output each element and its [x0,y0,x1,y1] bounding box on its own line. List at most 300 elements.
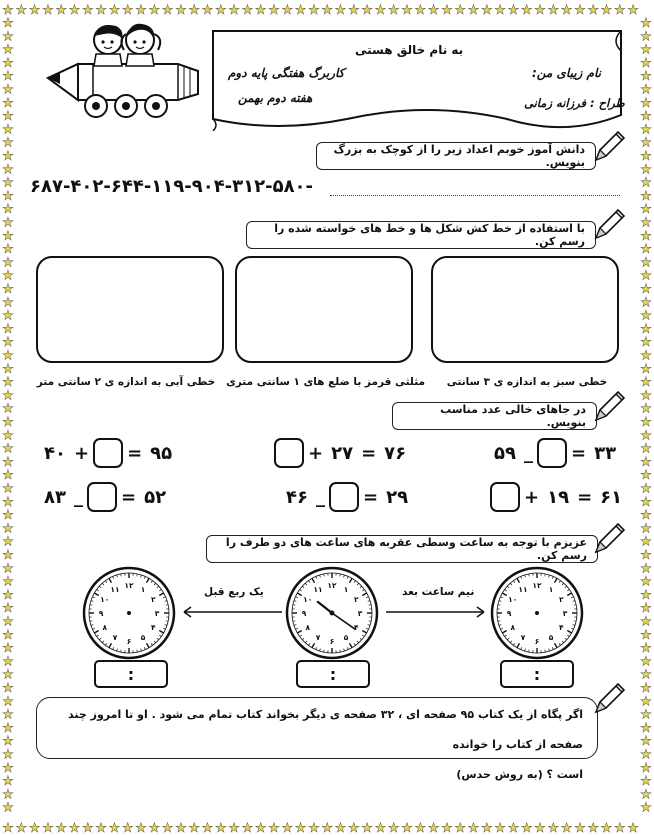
drawing-box-green-line[interactable] [431,256,619,363]
svg-text:★: ★ [2,468,14,484]
svg-text:★: ★ [321,3,334,18]
eq-op: + [524,486,540,508]
svg-text:★: ★ [640,415,652,430]
svg-text:★: ★ [2,188,14,204]
svg-text:★: ★ [467,821,480,835]
svg-text:★: ★ [640,454,652,470]
svg-text:۳: ۳ [562,609,568,618]
svg-text:★: ★ [175,3,187,18]
q4-instruction-text: عزیزم با توجه به ساعت وسطی عقربه های ساعت های دو طرف را رسم کن. [225,536,587,562]
eq-op: + [73,442,90,464]
svg-text:★: ★ [640,361,652,377]
svg-text:★: ★ [640,441,652,457]
svg-text:۱۲: ۱۲ [327,581,337,590]
svg-text:★: ★ [2,667,14,683]
caption-blue-line: خطی آبی به اندازه ی ۲ سانتی متر [36,376,216,388]
svg-text:★: ★ [2,441,14,457]
eq-mid: ۱۹ [547,486,570,508]
svg-text:★: ★ [2,162,14,178]
svg-text:★: ★ [2,388,14,404]
svg-text:★: ★ [294,821,307,835]
eq-left: ۸۳ [44,486,66,508]
q5-line2: است ؟ (به روش حدس) [456,768,583,781]
svg-text:★: ★ [254,821,267,835]
svg-text:★: ★ [108,821,121,835]
svg-text:★: ★ [401,3,413,18]
svg-text:۶: ۶ [329,637,335,646]
svg-text:★: ★ [600,3,613,18]
svg-text:★: ★ [347,3,360,18]
q5-line1: اگر پگاه از یک کتاب ۹۵ صفحه ای ، ۳۲ صفحه ی دیگر بخواند کتاب تمام می شود . او تا امروز چند صفحه از کتاب را خوانده [68,708,583,751]
eq-left: ۴۶ [286,486,308,508]
svg-text:★: ★ [2,800,14,816]
svg-text:★: ★ [15,3,28,18]
svg-text:★: ★ [640,654,652,670]
svg-text:★: ★ [135,3,147,18]
svg-text:★: ★ [361,3,373,18]
answer-box[interactable] [93,438,123,468]
header-name-field: نام زیبای من: [532,66,601,80]
svg-text:★: ★ [574,3,586,18]
svg-text:★: ★ [560,821,573,835]
svg-text:★: ★ [2,821,14,835]
svg-text:★: ★ [640,694,652,710]
svg-text:★: ★ [640,82,652,98]
svg-text:★: ★ [640,787,652,803]
svg-text:★: ★ [640,587,652,603]
svg-text:★: ★ [81,3,94,18]
svg-text:★: ★ [2,454,14,470]
svg-text:★: ★ [68,821,81,835]
svg-text:★: ★ [254,3,267,18]
svg-text:★: ★ [2,601,14,617]
svg-text:۱۰: ۱۰ [100,595,110,604]
svg-text:★: ★ [640,375,652,391]
svg-text:★: ★ [175,821,187,835]
eq-sign: = [120,486,137,508]
pencil-icon [588,388,628,428]
svg-text:★: ★ [640,601,652,617]
svg-text:★: ★ [2,149,14,164]
svg-text:★: ★ [2,548,14,563]
svg-text:★: ★ [600,821,613,835]
svg-text:★: ★ [334,3,347,18]
svg-text:★: ★ [228,821,240,835]
svg-text:★: ★ [587,821,600,835]
svg-text:★: ★ [2,122,14,138]
svg-text:★: ★ [2,295,14,311]
svg-text:۱: ۱ [140,584,146,594]
svg-text:★: ★ [2,228,14,244]
drawing-box-red-triangle[interactable] [235,256,413,363]
svg-text:۱: ۱ [548,584,554,594]
svg-text:★: ★ [161,3,174,18]
svg-text:۱۱: ۱۱ [313,584,323,594]
svg-text:★: ★ [95,3,107,18]
svg-text:★: ★ [640,95,652,111]
svg-text:★: ★ [640,215,652,231]
svg-text:★: ★ [454,3,467,18]
svg-text:★: ★ [640,122,652,138]
svg-text:★: ★ [640,188,652,204]
svg-text:★: ★ [587,3,600,18]
svg-text:★: ★ [640,734,652,750]
svg-text:★: ★ [228,3,240,18]
svg-text:۱۰: ۱۰ [508,595,518,604]
svg-text:★: ★ [640,521,652,537]
svg-text:۱۱: ۱۱ [110,584,120,594]
svg-text:۸: ۸ [102,623,108,632]
label-half-hour-later: نیم ساعت بعد [402,586,475,598]
svg-text:★: ★ [427,821,440,835]
svg-text:★: ★ [2,268,14,284]
svg-text:★: ★ [640,667,652,683]
svg-text:★: ★ [55,3,68,18]
digital-time-left[interactable] [94,660,168,688]
svg-text:★: ★ [201,3,214,18]
caption-red-triangle: مثلثی قرمز با ضلع های ۱ سانتی متری [226,376,425,388]
svg-text:★: ★ [640,149,652,164]
svg-text:★: ★ [480,3,493,18]
svg-text:۷: ۷ [520,633,526,643]
svg-text:۹: ۹ [301,609,307,618]
equation-r1-c1 [490,438,620,468]
svg-text:★: ★ [148,3,161,18]
equation-r1-c2 [274,438,410,468]
arrow-right [384,604,488,620]
svg-text:★: ★ [627,821,639,835]
q1-numbers: ۶۸۷-۴۰۲-۶۴۴-۱۱۹-۹۰۴-۳۱۲-۵۸۰- [30,176,314,197]
svg-text:★: ★ [2,747,14,763]
svg-text:★: ★ [2,401,14,417]
answer-box[interactable] [537,438,567,468]
svg-text:★: ★ [2,135,14,151]
svg-text:★: ★ [2,348,14,364]
svg-text:★: ★ [640,268,652,284]
digital-time-right[interactable] [500,660,574,688]
svg-text:★: ★ [640,508,652,524]
svg-text:★: ★ [560,3,573,18]
svg-text:★: ★ [2,242,14,258]
arrow-left [180,604,284,620]
svg-text:★: ★ [42,3,54,18]
svg-text:★: ★ [574,821,586,835]
svg-text:★: ★ [520,821,533,835]
svg-text:★: ★ [241,821,254,835]
svg-text:★: ★ [2,215,14,231]
svg-text:★: ★ [2,654,14,670]
eq-left: ۳۳ [594,442,617,464]
pencil-icon [588,128,628,168]
svg-text:★: ★ [2,534,14,550]
svg-text:★: ★ [2,202,14,218]
svg-text:★: ★ [640,548,652,563]
svg-text:★: ★ [2,16,14,31]
svg-text:★: ★ [640,641,652,657]
svg-text:★: ★ [55,821,68,835]
svg-text:★: ★ [2,255,14,271]
svg-text:★: ★ [627,3,639,18]
eq-op: _ [523,442,533,464]
svg-text:★: ★ [361,821,373,835]
svg-text:★: ★ [441,821,453,835]
svg-text:★: ★ [2,175,14,191]
svg-text:۱: ۱ [343,584,349,594]
equation-r2-c1 [490,482,626,512]
svg-text:★: ★ [108,3,121,18]
svg-text:★: ★ [15,821,28,835]
q2-instruction [246,221,596,249]
svg-text:★: ★ [2,3,14,18]
eq-res: ۲۹ [386,486,409,508]
clock-left[interactable] [82,566,176,660]
svg-text:★: ★ [640,42,652,58]
svg-text:★: ★ [2,42,14,58]
svg-text:★: ★ [2,308,14,324]
svg-text:★: ★ [640,135,652,151]
svg-text:★: ★ [2,627,14,643]
answer-box[interactable] [329,482,359,512]
svg-text:★: ★ [613,3,626,18]
svg-text:★: ★ [2,375,14,391]
q3-instruction-text: در جاهای خالی عدد مناسب بنویس. [440,403,586,429]
svg-text:★: ★ [534,3,546,18]
svg-text:★: ★ [640,760,652,776]
svg-text:★: ★ [308,821,320,835]
svg-text:★: ★ [2,760,14,776]
header-worksheet-title: کاربرگ هفتگی پایه دوم [228,66,345,80]
svg-text:۲: ۲ [353,595,359,604]
svg-text:★: ★ [640,162,652,178]
svg-text:★: ★ [308,3,320,18]
svg-text:★: ★ [640,348,652,364]
svg-text:۱۲: ۱۲ [532,581,542,590]
svg-text:★: ★ [2,787,14,803]
svg-text:★: ★ [81,821,94,835]
svg-text:۵: ۵ [548,633,554,643]
q4-instruction [206,535,598,563]
pencil-icon [588,680,628,720]
eq-res: ۷۶ [384,442,407,464]
svg-text:★: ★ [507,821,520,835]
q1-answer-line[interactable] [330,195,620,196]
svg-text:★: ★ [640,774,652,790]
svg-text:۶: ۶ [534,637,540,646]
svg-text:۵: ۵ [343,633,349,643]
q2-instruction-text: با استفاده از خط کش شکل ها و خط های خواسته شده را رسم کن. [274,222,585,248]
svg-text:★: ★ [480,821,493,835]
svg-text:★: ★ [42,821,54,835]
svg-text:★: ★ [2,561,14,577]
svg-text:★: ★ [214,821,227,835]
svg-text:★: ★ [414,3,427,18]
svg-text:۱۰: ۱۰ [303,595,313,604]
svg-text:★: ★ [441,3,453,18]
svg-text:★: ★ [547,3,560,18]
svg-text:۴: ۴ [150,623,156,632]
svg-text:★: ★ [161,821,174,835]
svg-text:۱۱: ۱۱ [518,584,528,594]
svg-text:★: ★ [294,3,307,18]
svg-text:★: ★ [2,707,14,723]
svg-text:★: ★ [28,3,41,18]
header-week: هفته دوم بهمن [238,91,313,105]
svg-text:★: ★ [640,109,652,125]
svg-text:★: ★ [374,3,387,18]
answer-box[interactable] [87,482,117,512]
svg-text:★: ★ [640,681,652,696]
svg-text:★: ★ [640,242,652,258]
svg-text:★: ★ [374,821,387,835]
svg-text:۴: ۴ [353,623,359,632]
svg-text:★: ★ [2,282,14,297]
svg-text:★: ★ [214,3,227,18]
svg-text:★: ★ [2,69,14,85]
svg-text:★: ★ [640,228,652,244]
svg-text:★: ★ [640,335,652,351]
kids-pencil-car-illustration [38,16,203,121]
svg-text:★: ★ [2,82,14,98]
svg-text:۸: ۸ [510,623,516,632]
svg-text:★: ★ [640,255,652,271]
svg-text:۳: ۳ [357,609,363,618]
svg-text:★: ★ [2,521,14,537]
svg-text:★: ★ [2,481,14,497]
equation-r2-c3 [40,482,170,512]
svg-text:★: ★ [321,821,334,835]
drawing-box-blue-line[interactable] [36,256,224,363]
svg-text:★: ★ [2,321,14,337]
q5-word-problem [36,697,598,781]
colon: : [127,664,135,684]
equation-r2-c2 [282,482,412,512]
svg-text:۲: ۲ [558,595,564,604]
svg-text:★: ★ [640,282,652,297]
eq-op: + [308,442,324,464]
clock-right[interactable] [490,566,584,660]
clock-middle [285,566,379,660]
svg-text:★: ★ [2,694,14,710]
svg-text:★: ★ [640,388,652,404]
svg-text:۸: ۸ [305,623,311,632]
colon: : [329,664,337,684]
svg-text:★: ★ [640,561,652,577]
caption-green-line: خطی سبز به اندازه ی ۳ سانتی [446,376,608,388]
svg-text:۷: ۷ [315,633,321,643]
svg-text:★: ★ [640,16,652,31]
svg-text:★: ★ [2,574,14,590]
svg-text:★: ★ [2,774,14,790]
svg-text:★: ★ [640,55,652,71]
svg-text:★: ★ [2,55,14,71]
answer-box[interactable] [490,482,520,512]
svg-text:★: ★ [268,821,280,835]
svg-text:★: ★ [640,707,652,723]
svg-text:★: ★ [414,821,427,835]
eq-res: ۵۹ [494,442,516,464]
svg-text:۶: ۶ [126,637,132,646]
svg-text:★: ★ [640,800,652,816]
svg-text:۹: ۹ [506,609,512,618]
svg-text:★: ★ [401,821,413,835]
svg-text:★: ★ [534,821,546,835]
svg-text:★: ★ [334,821,347,835]
svg-text:★: ★ [95,821,107,835]
svg-text:★: ★ [467,3,480,18]
svg-text:★: ★ [281,821,294,835]
svg-text:★: ★ [2,681,14,696]
svg-text:★: ★ [2,614,14,630]
eq-left: ۴۰ [44,442,66,464]
pencil-icon [588,520,628,560]
svg-text:★: ★ [640,627,652,643]
answer-box[interactable] [274,438,304,468]
svg-text:★: ★ [494,3,506,18]
svg-text:★: ★ [640,747,652,763]
svg-text:★: ★ [640,468,652,484]
eq-op: _ [315,486,325,508]
q1-instruction [316,142,596,170]
svg-text:★: ★ [427,3,440,18]
eq-sign: = [362,486,379,508]
svg-text:★: ★ [2,494,14,510]
svg-text:★: ★ [2,428,14,444]
q3-instruction [392,402,597,430]
svg-text:★: ★ [2,361,14,377]
svg-text:۵: ۵ [140,633,146,643]
svg-text:★: ★ [547,821,560,835]
svg-text:★: ★ [640,295,652,311]
svg-text:★: ★ [28,821,41,835]
colon: : [533,664,541,684]
eq-res: ۶۱ [600,486,623,508]
svg-text:★: ★ [640,202,652,218]
svg-text:★: ★ [188,821,201,835]
svg-text:★: ★ [2,335,14,351]
eq-sign: = [577,486,593,508]
svg-text:★: ★ [520,3,533,18]
svg-text:★: ★ [507,3,520,18]
svg-text:۱۲: ۱۲ [124,581,134,590]
svg-text:★: ★ [68,3,81,18]
q1-instruction-text: دانش آموز خوبم اعداد زیر را از کوچک به بزرگ بنویس. [333,143,585,169]
svg-text:★: ★ [188,3,201,18]
svg-text:★: ★ [640,29,652,45]
eq-res: ۹۵ [150,442,173,464]
eq-sign: = [361,442,377,464]
svg-text:★: ★ [640,534,652,550]
svg-text:★: ★ [640,175,652,191]
header-designer: طراح : فرزانه زمانی [524,96,625,110]
pencil-icon [588,206,628,246]
svg-text:★: ★ [640,494,652,510]
svg-text:★: ★ [640,428,652,444]
svg-text:۲: ۲ [150,595,156,604]
svg-text:★: ★ [2,641,14,657]
digital-time-middle[interactable] [296,660,370,688]
eq-mid: ۲۷ [331,442,354,464]
eq-sign: = [127,442,143,464]
header-title: به نام خالق هستی [355,43,464,57]
svg-text:★: ★ [454,821,467,835]
svg-text:★: ★ [281,3,294,18]
svg-text:★: ★ [640,308,652,324]
svg-text:★: ★ [640,720,652,736]
svg-text:★: ★ [387,3,400,18]
equation-r1-c3 [40,438,176,468]
svg-text:★: ★ [640,481,652,497]
svg-text:★: ★ [135,821,147,835]
